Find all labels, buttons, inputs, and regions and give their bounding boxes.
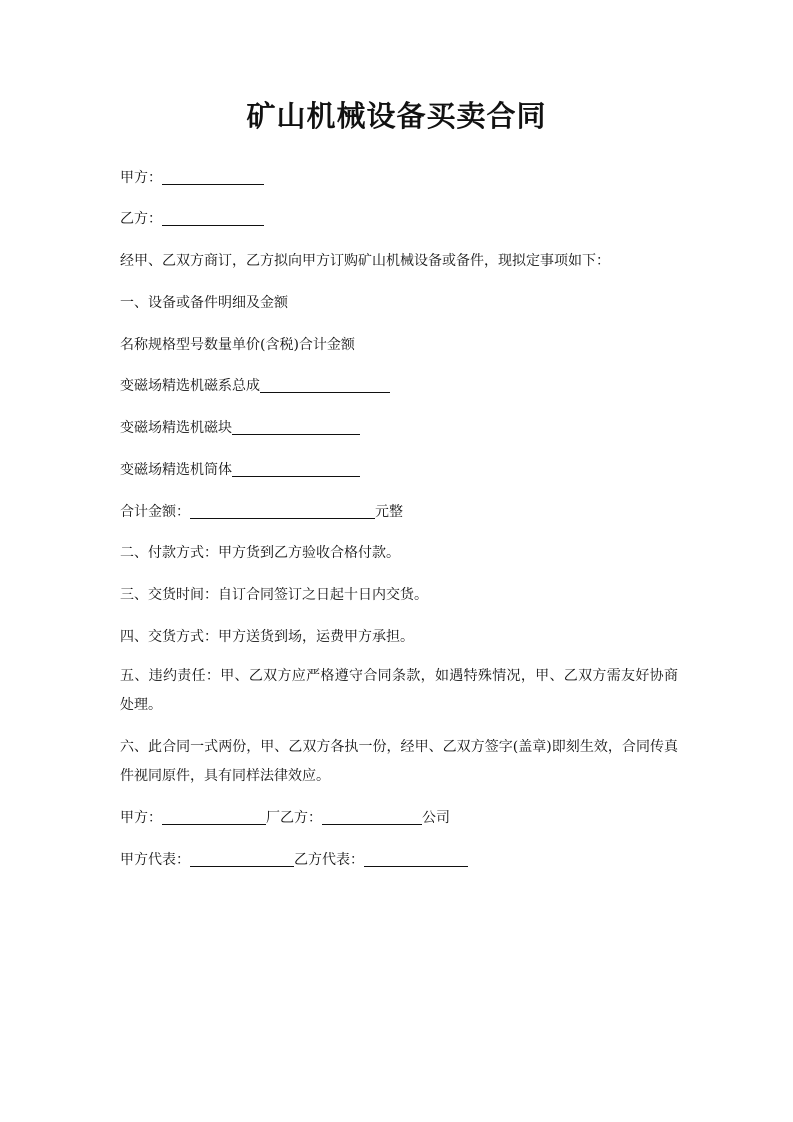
- party-b-label: 乙方：: [120, 211, 162, 227]
- rep-b-label: 乙方代表：: [294, 852, 364, 868]
- copies-clause: 六、此合同一式两份，甲、乙双方各执一份，经甲、乙双方签字(盖章)即刻生效，合同传真件视同原件，具有同样法律效应。: [120, 739, 678, 784]
- sign-party-b-suffix: 公司: [422, 810, 450, 826]
- total-label: 合计金额：: [120, 504, 190, 520]
- item-blank: [232, 461, 360, 477]
- contract-title: 矿山机械设备买卖合同: [246, 99, 547, 133]
- party-b-blank: [162, 210, 264, 226]
- table-header: 名称规格型号数量单价(含税)合计金额: [120, 337, 355, 353]
- delivery-method-clause: 四、交货方式：甲方送货到场，运费甲方承担。: [120, 629, 414, 645]
- item-name: 变磁场精选机筒体: [120, 462, 232, 478]
- party-a-blank: [162, 169, 264, 185]
- item-name: 变磁场精选机磁系总成: [120, 378, 260, 394]
- total-blank: [190, 503, 375, 519]
- item-row: [120, 419, 680, 437]
- sign-party-b-blank: [322, 809, 422, 825]
- section1-heading: 一、设备或备件明细及金额: [120, 295, 288, 311]
- payment-clause: 二、付款方式：甲方货到乙方验收合格付款。: [120, 545, 400, 561]
- item-blank: [232, 419, 360, 435]
- sign-party-a-suffix: 厂: [266, 810, 280, 826]
- signature-line: [120, 809, 680, 827]
- representative-line: [120, 851, 680, 869]
- total-suffix: 元整: [375, 504, 403, 520]
- item-row: [120, 377, 680, 395]
- item-row: [120, 461, 680, 479]
- party-a-line: [120, 169, 680, 187]
- sign-party-a-blank: [162, 809, 266, 825]
- intro-text: 经甲、乙双方商订，乙方拟向甲方订购矿山机械设备或备件，现拟定事项如下：: [120, 253, 610, 269]
- party-b-line: [120, 210, 680, 228]
- item-name: 变磁场精选机磁块: [120, 420, 232, 436]
- item-blank: [260, 377, 390, 393]
- liability-clause: 五、违约责任：甲、乙双方应严格遵守合同条款，如遇特殊情况，甲、乙双方需友好协商处理。: [120, 668, 678, 713]
- sign-party-a-label: 甲方：: [120, 810, 162, 826]
- rep-b-blank: [364, 851, 468, 867]
- rep-a-blank: [190, 851, 294, 867]
- sign-party-b-label: 乙方：: [280, 810, 322, 826]
- delivery-time-clause: 三、交货时间：自订合同签订之日起十日内交货。: [120, 587, 428, 603]
- total-line: [120, 503, 680, 521]
- party-a-label: 甲方：: [120, 170, 162, 186]
- rep-a-label: 甲方代表：: [120, 852, 190, 868]
